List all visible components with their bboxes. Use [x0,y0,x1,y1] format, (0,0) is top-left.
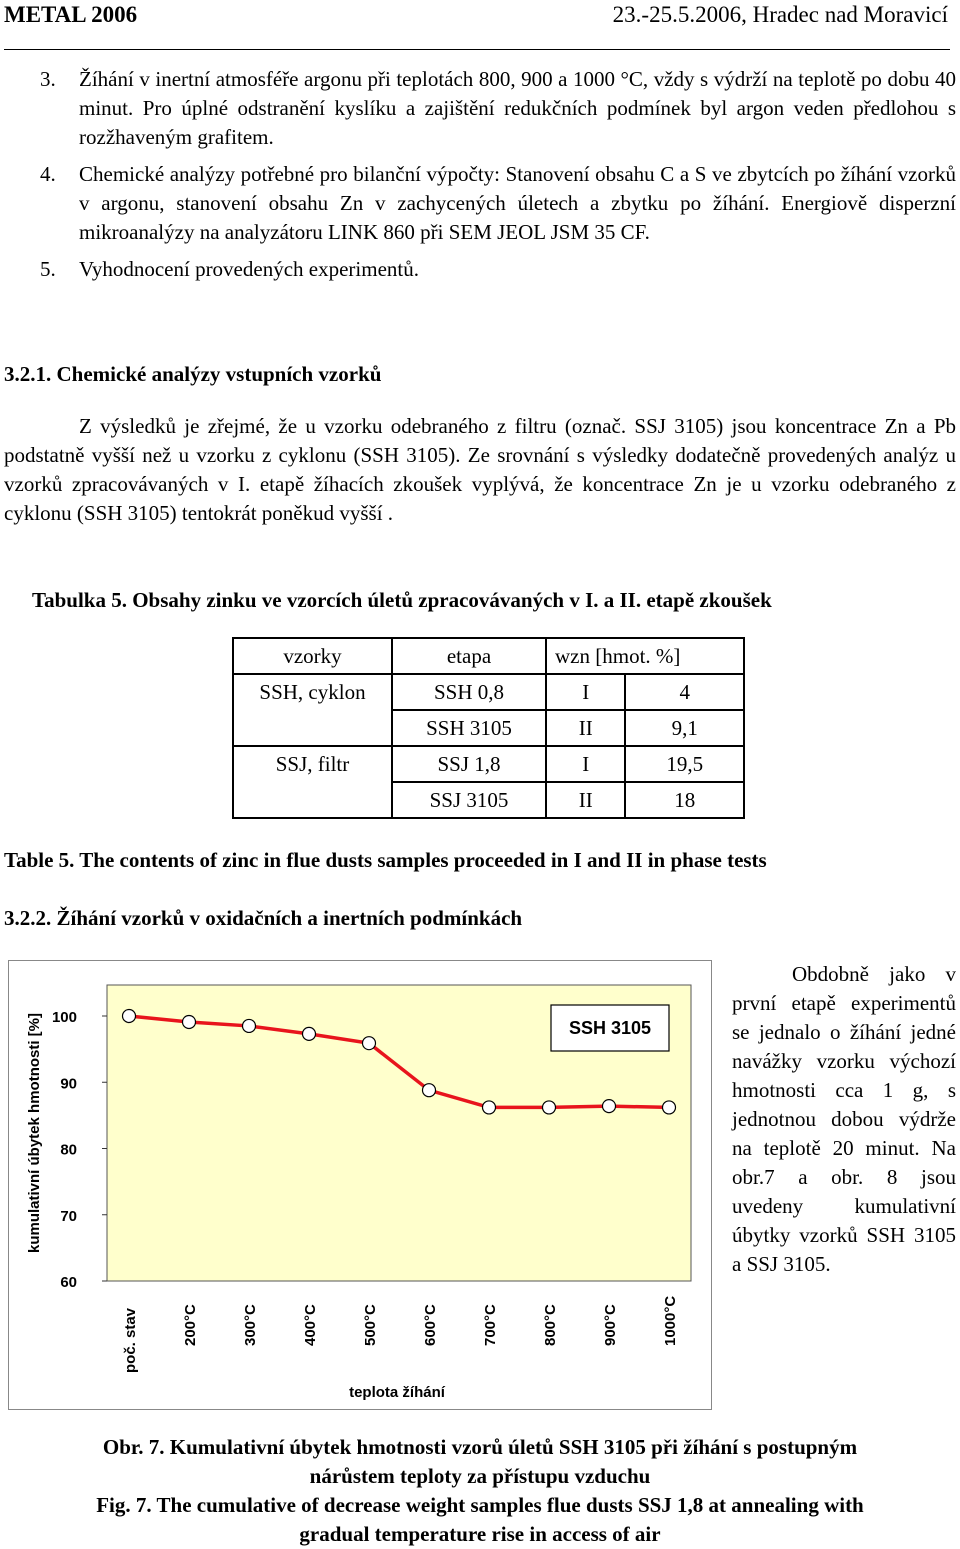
table-cell: II [546,782,625,818]
table-cell: I [546,674,625,710]
header-vzorky: vzorky [233,638,392,674]
y-tick-label: 70 [60,1207,77,1225]
table-cell: 9,1 [625,710,744,746]
x-tick-label: 400°C [302,1304,319,1346]
data-point [123,1010,136,1023]
table-header-row [233,638,744,674]
y-tick-label: 100 [51,1009,77,1026]
table-cell: 19,5 [625,746,744,782]
table-cell: SSH 0,8 [392,674,546,710]
table-row [233,710,744,746]
chart-svg [9,961,711,1409]
list-item-text: Chemické analýzy potřebné pro bilanční výpočty: Stanovení obsahu C a S ve zbytcích po žíhání vzorků v argonu, stanovení obsahu Zn v zachycených úletech a zbytku po žíhání. Energiově disperzní mikroanalýzy na analyzátoru LINK 860 při SEM JEOL JSM 35 CF. [79,162,956,244]
y-axis-title: kumulativní úbytek hmotnosti [%] [26,1012,43,1254]
list-item-number: 4. [40,162,56,186]
x-tick-label: 700°C [482,1304,499,1346]
list-item-text: Žíhání v inertní atmosféře argonu při teplotách 800, 900 a 1000 °C, vždy s výdrží na teplotě po dobu 40 minut. Pro úplné odstranění kyslíku a zajištění redukčních podmínek byl argon veden předlohou s rozžhaveným grafitem. [79,67,956,149]
header-conference: METAL 2006 [4,2,138,27]
x-tick-label: 500°C [362,1304,379,1346]
table-caption-english: Table 5. The contents of zinc in flue dusts samples proceeded in I and II in phase tests [4,848,767,872]
list-item-number: 3. [40,67,56,91]
annealing-chart [8,960,712,1410]
x-tick-label: 200°C [182,1304,199,1346]
header-rule [4,49,950,50]
x-tick-label: 600°C [422,1304,439,1346]
header-etapa: etapa [392,638,546,674]
data-point [483,1101,496,1114]
x-tick-label: 300°C [242,1304,259,1346]
list-item [0,65,960,152]
figure-caption-en-2: gradual temperature rise in access of air [299,1522,661,1546]
table-cell: 18 [625,782,744,818]
y-tick-label: 80 [60,1141,77,1159]
table-cell [233,710,392,746]
table-caption: Tabulka 5. Obsahy zinku ve vzorcích úletů zpracovávaných v I. a II. etapě zkoušek [32,588,772,612]
data-point [423,1084,436,1097]
table-row [233,746,744,782]
table-cell: 4 [625,674,744,710]
list-item-text: Vyhodnocení provedených experimentů. [79,257,419,281]
table-cell: I [546,746,625,782]
header-wzn: wzn [hmot. %] [546,638,744,674]
x-tick-label: 1000°C [662,1295,679,1346]
data-point [603,1100,616,1113]
y-tick-label: 90 [60,1075,77,1093]
side-paragraph: Obdobně jako v první etapě experimentů se jednalo o žíhání jedné navážky vzorku výchozí hmotnosti cca 1 g, s jednotnou dobou výdrže na teplotě 20 minut. Na obr.7 a obr. 8 jsou uvedeny kumulativní úbytky vzorků SSH 3105 a SSJ 3105. [732,962,956,1276]
section-heading-322: 3.2.2. Žíhání vzorků v oxidačních a inertních podmínkách [4,906,523,930]
table-row [233,782,744,818]
table-cell: SSJ 1,8 [392,746,546,782]
data-point [243,1019,256,1032]
y-tick-label: 60 [60,1274,77,1291]
header-date-place: 23.-25.5.2006, Hradec nad Moravicí [612,2,948,27]
procedure-list [0,65,960,292]
table-cell: SSJ 3105 [392,782,546,818]
table-row [233,674,744,710]
section-heading-321: 3.2.1. Chemické analýzy vstupních vzorků [4,362,382,386]
page-header [0,0,960,50]
data-point [543,1101,556,1114]
table-cell: SSH 3105 [392,710,546,746]
legend-label: SSH 3105 [568,1018,652,1038]
figure-caption-en-1: Fig. 7. The cumulative of decrease weight samples flue dusts SSJ 1,8 at annealing with [96,1493,864,1517]
table-cell [233,782,392,818]
list-item [0,255,960,284]
x-tick-label: 900°C [602,1304,619,1346]
zinc-table [232,637,745,819]
table-cell: II [546,710,625,746]
x-tick-label: 800°C [542,1304,559,1346]
figure-caption-cz-1: Obr. 7. Kumulativní úbytek hmotnosti vzorů úletů SSH 3105 při žíhání s postupným [102,1435,858,1459]
x-tick-label: poč. stav [122,1307,139,1373]
data-point [303,1027,316,1040]
data-point [363,1037,376,1050]
table-cell: SSH, cyklon [233,674,392,710]
section-321-paragraph: Z výsledků je zřejmé, že u vzorku odebraného z filtru (označ. SSJ 3105) jsou koncentrace Zn a Pb podstatně vyšší než u vzorku z cyklonu (SSH 3105). Ze srovnání s výsledky dodatečně provedených analýz u vzorků zpracovávaných v I. etapě žíhacích zkoušek vyplývá, že koncentrace Zn je u vzorku odebraného z cyklonu (SSH 3105) tentokrát poněkud vyšší . [4,414,956,525]
data-point [663,1101,676,1114]
list-item-number: 5. [40,257,56,281]
figure-caption-cz-2: nárůstem teploty za přístupu vzduchu [309,1464,651,1488]
x-axis-title: teplota žíhání [349,1384,445,1401]
table-cell: SSJ, filtr [233,746,392,782]
list-item [0,160,960,247]
data-point [183,1015,196,1028]
